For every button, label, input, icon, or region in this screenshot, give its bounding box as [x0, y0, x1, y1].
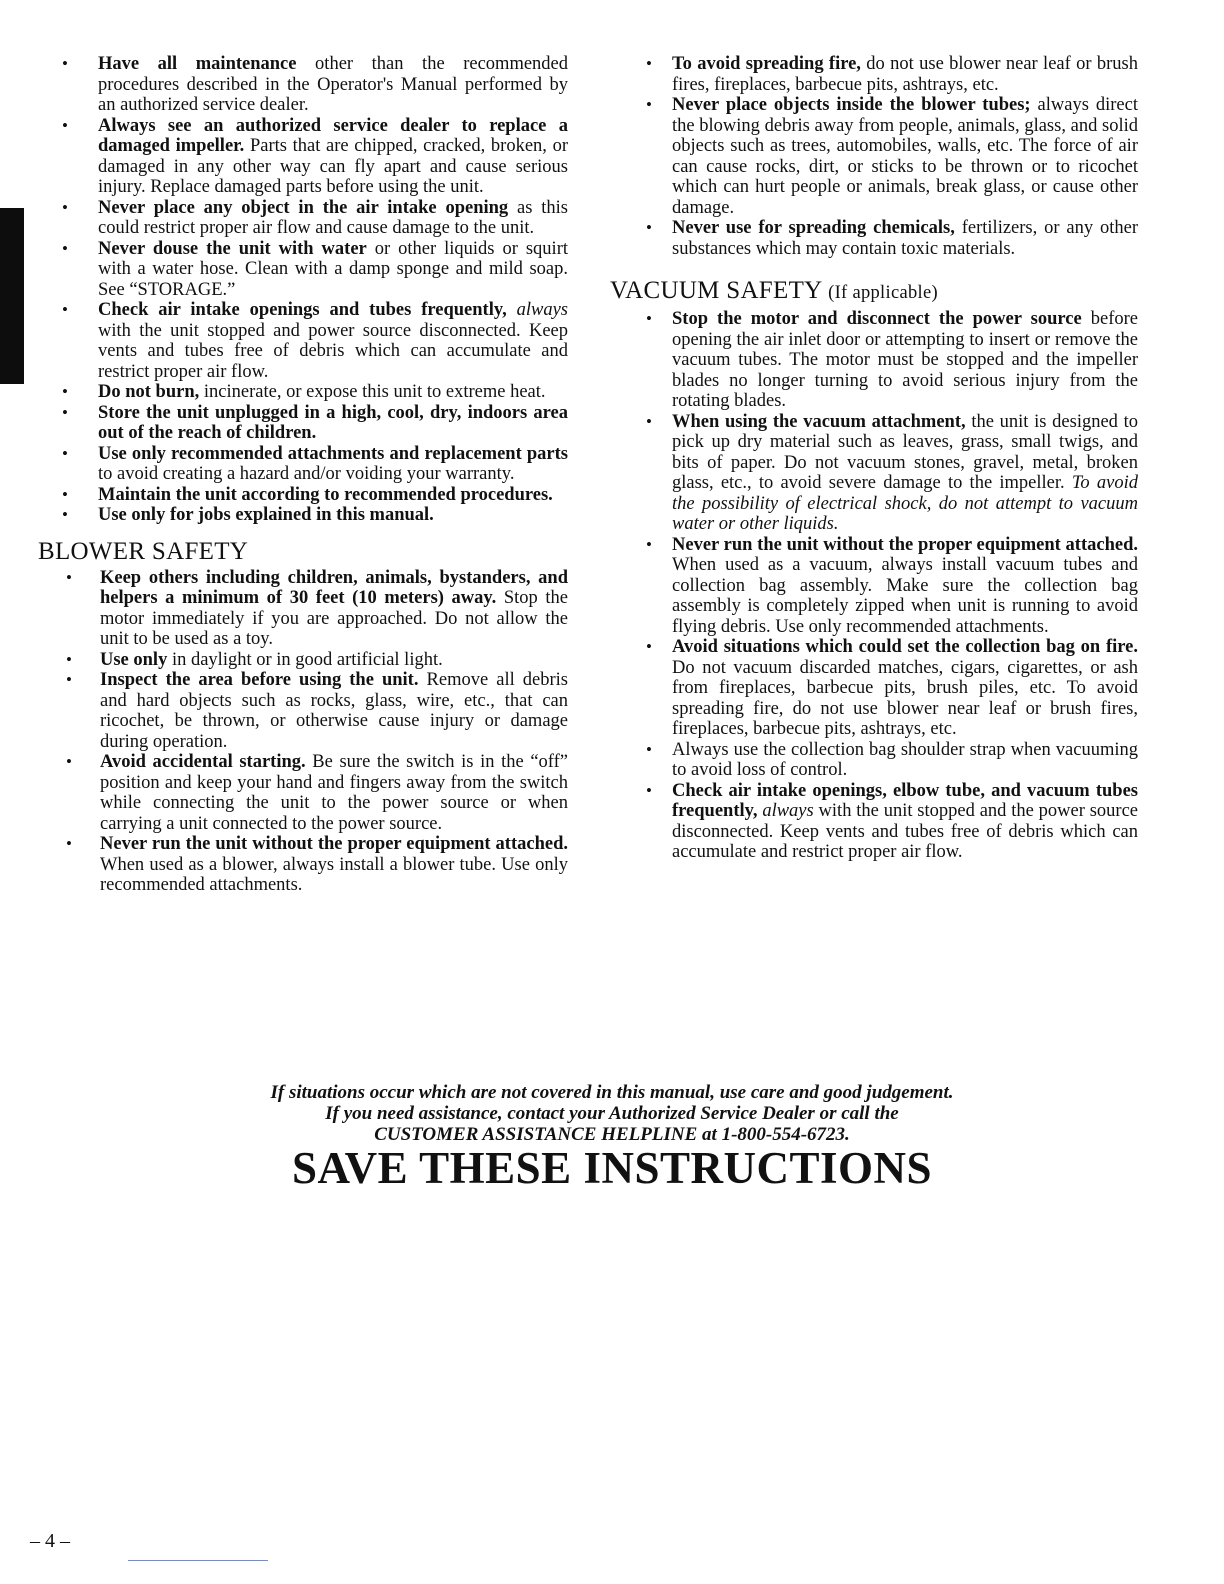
page-number: – 4 – — [30, 1530, 70, 1552]
left-column — [38, 54, 568, 896]
blower-safety-heading: BLOWER SAFETY — [38, 537, 249, 565]
list-item: • Have all maintenance other than the recommended procedures described in the Operator's Manual performed by an authorized service dealer. — [38, 54, 568, 116]
blower-safety-list — [38, 568, 568, 896]
list-item: • Stop the motor and disconnect the power source before opening the air inlet door or attempting to insert or remove the vacuum tubes. The motor must be stopped and the impeller blades no longer turning to avoid serious injury from the rotating blades. — [610, 309, 1138, 412]
general-safety-list — [38, 54, 568, 526]
list-item: • Keep others including children, animals, bystanders, and helpers a minimum of 30 feet (10 meters) away. Stop the motor immediately if you are approached. Do not allow the unit to be used as a toy. — [38, 568, 568, 650]
list-item: • To avoid spreading fire, do not use blower near leaf or brush fires, fireplaces, barbecue pits, ashtrays, etc. — [610, 54, 1138, 95]
footer-message — [120, 1082, 1104, 1145]
footer-line-3: CUSTOMER ASSISTANCE HELPLINE at 1-800-554-6723. — [374, 1124, 850, 1145]
list-item: • Maintain the unit according to recommended procedures. — [38, 485, 568, 506]
list-item: • Never place any object in the air intake opening as this could restrict proper air flow and cause damage to the unit. — [38, 198, 568, 239]
list-item: • Always see an authorized service dealer to replace a damaged impeller. Parts that are chipped, cracked, broken, or damaged in any other way can fly apart and cause serious injury. Replace damaged parts before using the unit. — [38, 116, 568, 198]
blower-safety-list-continued — [610, 54, 1138, 259]
list-item: • Check air intake openings and tubes frequently, always with the unit stopped and power source disconnected. Keep vents and tubes free of debris which can accumulate and restrict proper air flow. — [38, 300, 568, 382]
footer-line-1: If situations occur which are not covered in this manual, use care and good judgement. — [270, 1082, 954, 1103]
list-item: • Never douse the unit with water or other liquids or squirt with a water hose. Clean with a damp sponge and mild soap. See “STORAGE.” — [38, 239, 568, 301]
list-item: • Never use for spreading chemicals, fertilizers, or any other substances which may contain toxic materials. — [610, 218, 1138, 259]
list-item: • Store the unit unplugged in a high, cool, dry, indoors area out of the reach of children. — [38, 403, 568, 444]
vacuum-safety-list — [610, 309, 1138, 863]
vacuum-safety-heading: VACUUM SAFETY (If applicable) — [610, 277, 938, 304]
list-item: • When using the vacuum attachment, the unit is designed to pick up dry material such as leaves, grass, small twigs, and bits of paper. Do not vacuum stones, gravel, metal, broken glass, etc., to avoid severe damage to the impeller. To avoid the possibility of electrical shock, do not attempt to vacuum water or other liquids. — [610, 412, 1138, 535]
list-item: • Use only for jobs explained in this manual. — [38, 505, 568, 526]
list-item: • Use only in daylight or in good artificial light. — [38, 650, 568, 671]
list-item: • Never run the unit without the proper equipment attached. When used as a vacuum, always install vacuum tubes and collection bag assembly. Make sure the collection bag assembly is completely zipped when unit is running to avoid flying debris. Use only recommended attachments. — [610, 535, 1138, 638]
edge-tab-marker — [0, 208, 24, 384]
list-item: • Never run the unit without the proper equipment attached. When used as a blower, always install a blower tube. Use only recommended attachments. — [38, 834, 568, 896]
list-item: • Use only recommended attachments and replacement parts to avoid creating a hazard and/or voiding your warranty. — [38, 444, 568, 485]
list-item: • Inspect the area before using the unit. Remove all debris and hard objects such as rocks, glass, wire, etc., that can ricochet, be thrown, or otherwise cause injury or damage during operation. — [38, 670, 568, 752]
right-column — [610, 54, 1138, 863]
footer-line-2: If you need assistance, contact your Authorized Service Dealer or call the — [325, 1103, 899, 1124]
save-instructions-title: SAVE THESE INSTRUCTIONS — [291, 1143, 933, 1193]
list-item: • Avoid situations which could set the collection bag on fire. Do not vacuum discarded matches, cigars, cigarettes, or ash from fireplaces, barbecue pits, brush piles, etc. To avoid spreading fire, do not use blower near leaf or brush fires, fireplaces, barbecue pits, ashtrays, etc. — [610, 637, 1138, 740]
vacuum-applicable-note: (If applicable) — [828, 283, 938, 303]
list-item: • Always use the collection bag shoulder strap when vacuuming to avoid loss of control. — [610, 740, 1138, 781]
list-item: • Avoid accidental starting. Be sure the switch is in the “off” position and keep your hand and fingers away from the switch while connecting the unit to the power source or when carrying a unit connected to the power source. — [38, 752, 568, 834]
list-item: • Check air intake openings, elbow tube, and vacuum tubes frequently, always with the unit stopped and the power source disconnected. Keep vents and tubes free of debris which can accumulate and restrict proper air flow. — [610, 781, 1138, 863]
footer-rule — [128, 1560, 268, 1561]
list-item: • Do not burn, incinerate, or expose this unit to extreme heat. — [38, 382, 568, 403]
list-item: • Never place objects inside the blower tubes; always direct the blowing debris away from people, animals, glass, and solid objects such as trees, automobiles, walls, etc. The force of air can cause rocks, dirt, or sticks to be thrown or to ricochet which can hurt people or animals, break glass, or cause other damage. — [610, 95, 1138, 218]
